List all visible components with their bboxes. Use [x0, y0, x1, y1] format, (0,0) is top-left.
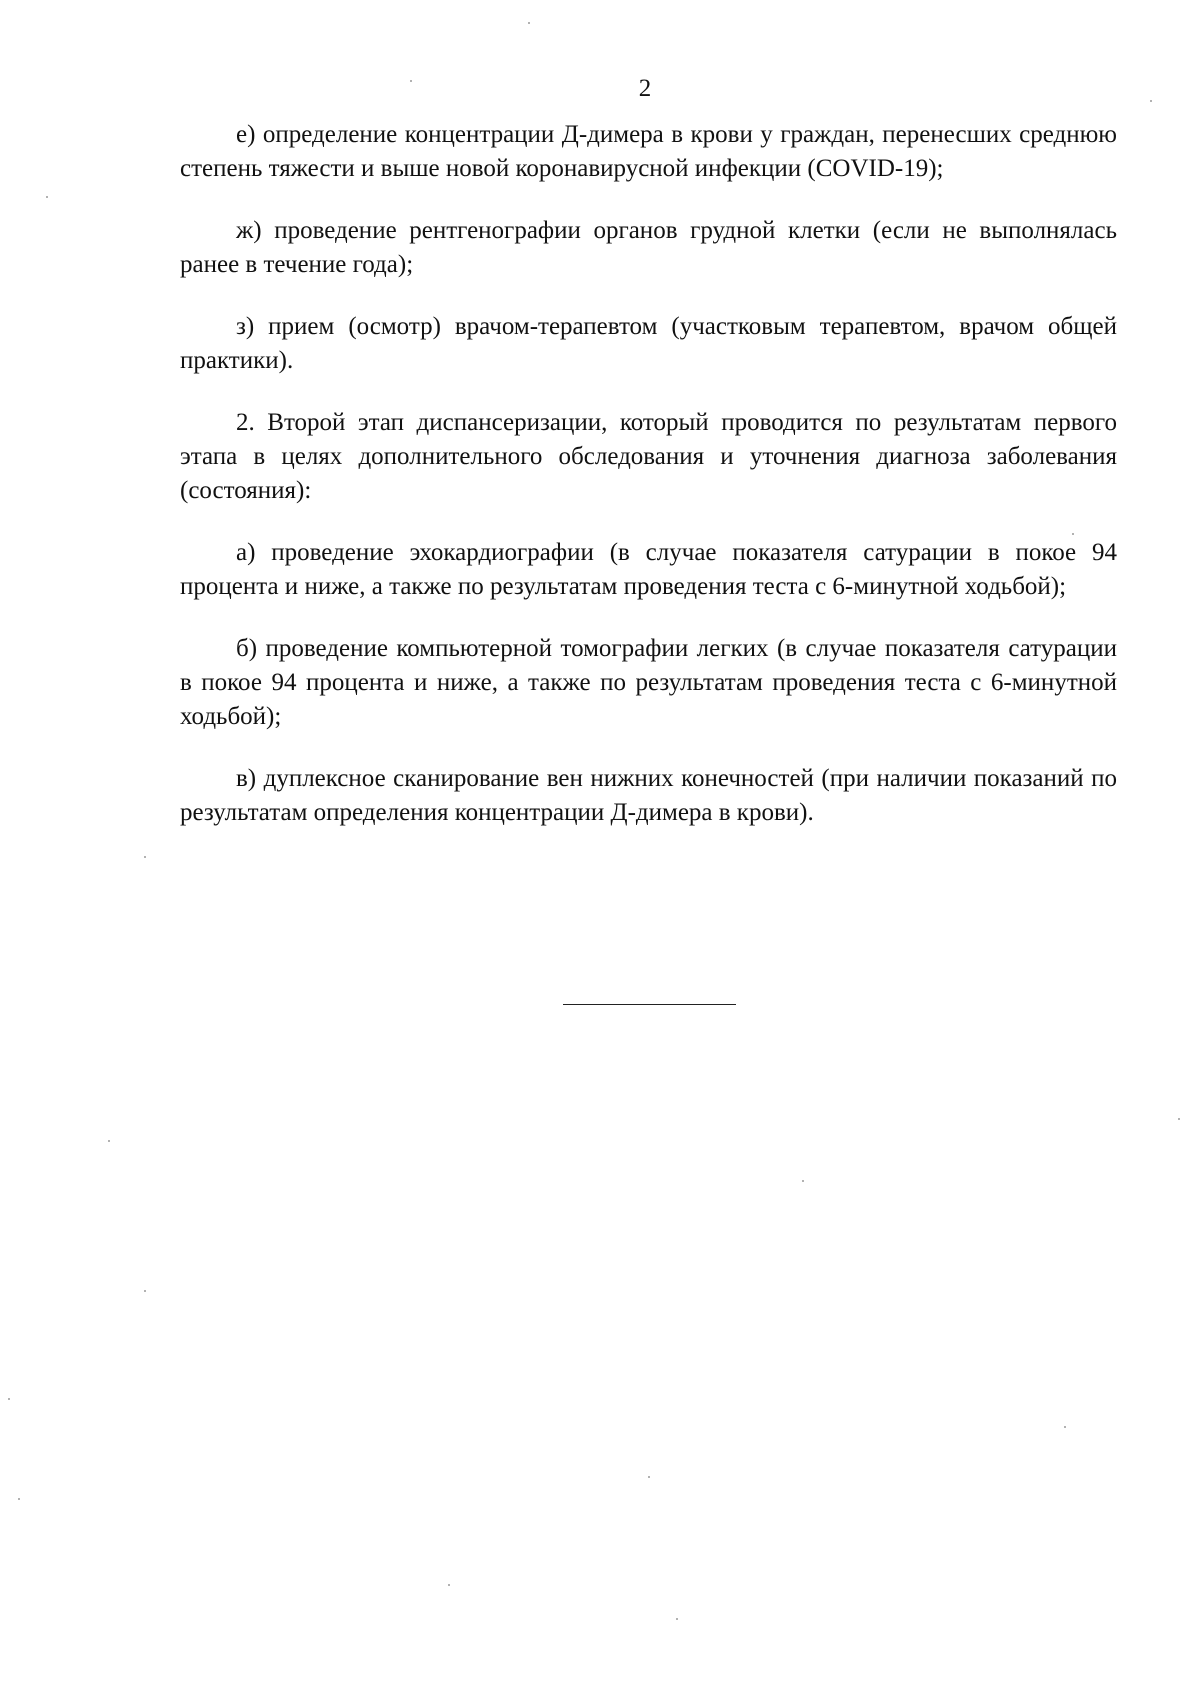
paragraph-item-v: в) дуплексное сканирование вен нижних конечностей (при наличии показаний по результатам определения концентрации Д-димера в крови).: [180, 765, 1117, 826]
scan-speck: [144, 856, 146, 858]
paragraph-item-z: з) прием (осмотр) врачом-терапевтом (участковым терапевтом, врачом общей практики).: [180, 313, 1117, 374]
scan-speck: [802, 1180, 804, 1182]
paragraph-item-a: а) проведение эхокардиографии (в случае показателя сатурации в покое 94 процента и ниже, а также по результатам проведения теста с 6-минутной ходьбой);: [180, 539, 1117, 600]
page-number: 2: [638, 75, 652, 102]
paragraph-section-2: 2. Второй этап диспансеризации, который проводится по результатам первого этапа в целях дополнительного обследования и уточнения диагноза заболевания (состояния):: [180, 409, 1117, 504]
scan-speck: [448, 1584, 450, 1586]
end-separator-line: [563, 1004, 736, 1005]
document-body: [180, 118, 1117, 858]
scan-speck: [528, 22, 530, 24]
scan-speck: [1072, 533, 1074, 535]
scan-speck: [648, 1476, 650, 1478]
scan-speck: [46, 196, 48, 198]
scan-speck: [1064, 1426, 1066, 1428]
scan-speck: [18, 1498, 20, 1500]
scan-speck: [144, 1290, 146, 1292]
paragraph-item-zh: ж) проведение рентгенографии органов грудной клетки (если не выполнялась ранее в течение года);: [180, 217, 1117, 278]
scan-speck: [676, 1618, 678, 1620]
scan-speck: [108, 1140, 110, 1142]
paragraph-item-e: е) определение концентрации Д-димера в крови у граждан, перенесших среднюю степень тяжести и выше новой коронавирусной инфекции (COVID-19);: [180, 121, 1117, 182]
scan-speck: [1178, 1118, 1180, 1120]
scan-speck: [8, 1398, 10, 1400]
scan-speck: [410, 80, 412, 82]
paragraph-item-b: б) проведение компьютерной томографии легких (в случае показателя сатурации в покое 94 процента и ниже, а также по результатам проведения теста с 6-минутной ходьбой);: [180, 635, 1117, 730]
scan-speck: [1150, 100, 1152, 102]
